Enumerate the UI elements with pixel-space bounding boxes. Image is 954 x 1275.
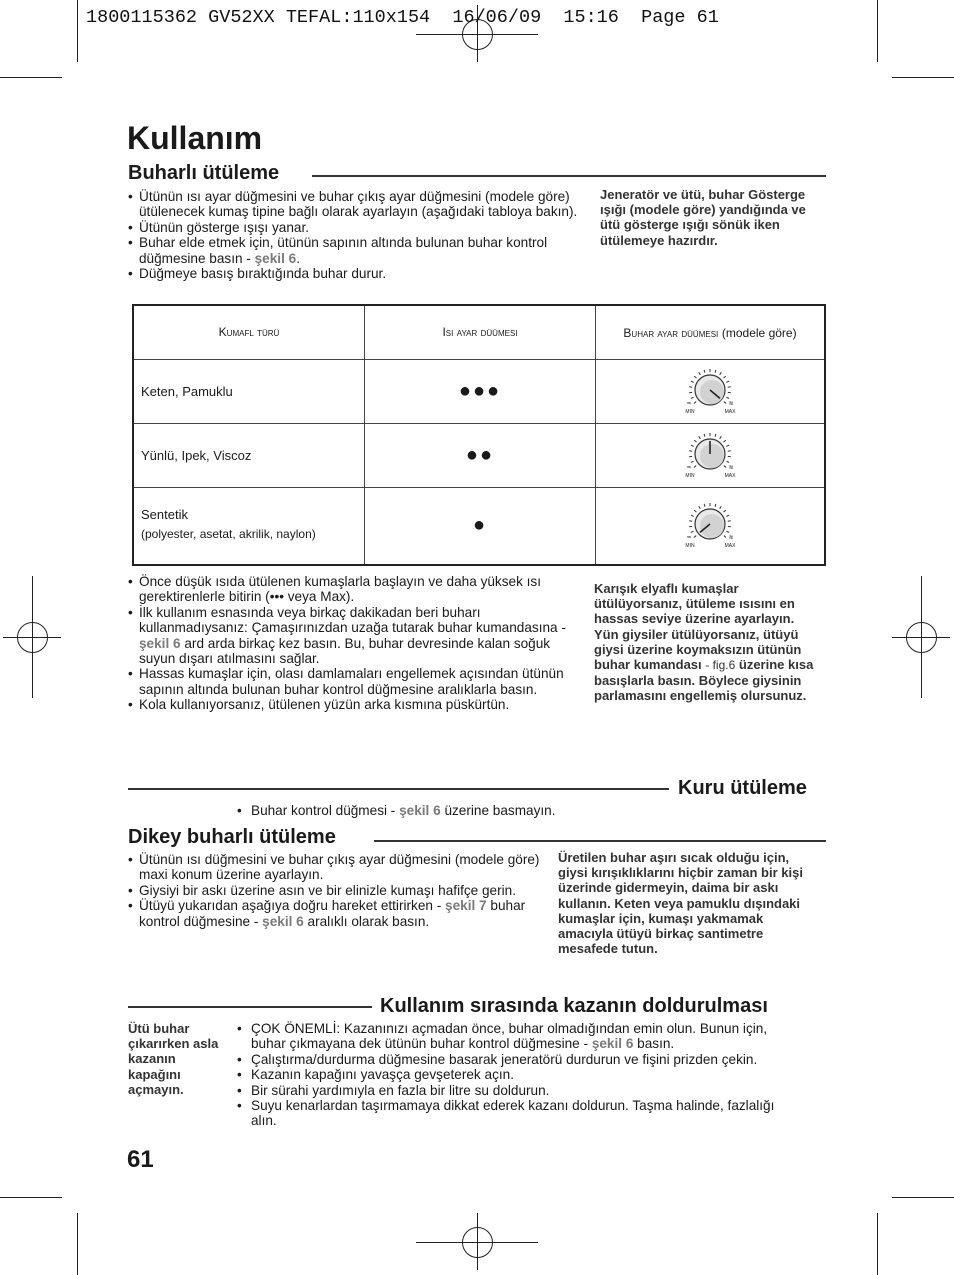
crop-mark: [892, 1197, 954, 1198]
list-item: • Suyu kenarlardan taşırmamaya dikkat ederek kazanı doldurun. Taşma halinde, fazlalığı alın.: [237, 1098, 797, 1129]
list-item: • Hassas kumaşlar için, olası damlamaları engellemek açısından ütünün sapının altında bulunan buhar kontrol düğmesine aralıklarla basın.: [128, 666, 580, 697]
steam-dial-icon: [675, 365, 745, 415]
heat-dots: ●●: [365, 423, 596, 487]
section-heading-steam-ironing: Buharlı ütüleme: [128, 162, 280, 184]
dial-max-label: MAX: [724, 408, 736, 415]
list-item: • Giysiyi bir askı üzerine asın ve bir elinizle kumaşı hafifçe gerin.: [128, 883, 548, 898]
steam-dial-cell: [596, 487, 826, 565]
steam-low-icon: ≈: [686, 399, 692, 407]
figure-reference: şekil 6: [254, 250, 297, 266]
steam-dial-icon: [675, 499, 745, 549]
fabric-settings-table: [132, 304, 826, 566]
steam-high-icon: ≋: [728, 534, 734, 542]
heat-dots: ●●●: [365, 359, 596, 423]
list-item: • Ütünün ısı ayar düğmesini ve buhar çıkış ayar düğmesini (modele göre) ütülenecek kumaş tipine bağlı olarak ayarlayın (aşağıdaki tabloya bakın).: [128, 189, 592, 220]
table-row: [133, 423, 825, 487]
dial-max-label: MAX: [724, 472, 736, 479]
list-item: • Ütünün ısı düğmesini ve buhar çıkış ayar düğmesini (modele göre) maxi konum üzerine ayarlayın.: [128, 852, 548, 883]
dry-ironing-instructions: [237, 803, 777, 818]
steam-low-icon: ≈: [686, 534, 692, 542]
table-header-row: [133, 305, 825, 359]
steam-high-icon: ≋: [728, 463, 734, 471]
dial-min-label: MIN: [685, 543, 695, 550]
figure-reference: şekil 6: [591, 1036, 634, 1052]
side-note-mixed-fabrics: Karışık elyaflı kumaşlar ütülüyorsanız, ütüleme ısısını en hassas seviye üzerine ayarlayın. Yün giysiler ütülüyorsanız, ütüyü giysi üzerine koymaksızın ütünün buhar kumandası - fig.6 üzerine kısa basışlarla basın. Böylece giysinin parlamasını engellemiş olursunuz.: [594, 581, 814, 704]
heading-rule: [128, 788, 669, 790]
dial-max-label: MAX: [724, 543, 736, 550]
list-item: • Kazanın kapağını yavaşça gevşeterek açın.: [237, 1067, 797, 1082]
figure-reference: şekil 6: [399, 803, 441, 818]
steam-high-icon: ≋: [728, 399, 734, 407]
refill-instructions: [237, 1021, 797, 1129]
fabric-type: Yünlü, Ipek, Viscoz: [133, 423, 365, 487]
figure-reference: şekil 7: [445, 898, 487, 914]
page-title: Kullanım: [127, 120, 263, 156]
list-item: • Buhar elde etmek için, ütünün sapının altında bulunan buhar kontrol düğmesine basın - şekil 6.: [128, 235, 592, 266]
list-item: • Ütünün gösterge ışışı yanar.: [128, 220, 592, 235]
steam-dial-cell: [596, 359, 826, 423]
fabric-order-instructions: [128, 574, 580, 713]
list-item: • Bir sürahi yardımıyla en fazla bir litre su doldurun.: [237, 1083, 797, 1098]
steam-low-icon: ≈: [686, 463, 692, 471]
heading-rule: [374, 840, 826, 842]
vertical-steam-instructions: [128, 852, 548, 929]
page-number: 61: [127, 1146, 154, 1173]
list-item: • İlk kullanım esnasında veya birkaç dakikadan beri buharı kullanmadıysanız: Çamaşırınızdan uzağa tutarak buhar kumandasına - şekil 6 ard arda birkaç kez basın. Bu, buhar devresinde kalan soğuk suyun dışarı atılmasını sağlar.: [128, 605, 580, 667]
dial-min-label: MIN: [685, 408, 695, 415]
crop-mark: [877, 0, 878, 62]
crop-mark: [892, 77, 954, 78]
section-heading-dry-ironing: Kuru ütüleme: [678, 777, 807, 799]
list-item: • Çalıştırma/durdurma düğmesine basarak jeneratörü durdurun ve fişini prizden çekin.: [237, 1052, 797, 1067]
table-header-steam-dial: Buhar ayar düümesi (modele göre): [596, 305, 826, 359]
fabric-type: Sentetik: [141, 507, 188, 523]
list-item: • Önce düşük ısıda ütülenen kumaşlarla başlayın ve daha yüksek ısı gerektirenlerle bitirin (••• veya Max).: [128, 574, 580, 605]
table-header-heat-dial: Isı ayar düümesi: [365, 305, 596, 359]
table-row: [133, 359, 825, 423]
fabric-examples: (polyester, asetat, akrilik, naylon): [141, 527, 316, 542]
crop-mark: [0, 1197, 62, 1198]
section-heading-refill: Kullanım sırasında kazanın doldurulması: [380, 995, 768, 1017]
fabric-type: Keten, Pamuklu: [133, 359, 365, 423]
figure-reference: şekil 6: [139, 635, 181, 651]
section-heading-vertical-steam: Dikey buharlı ütüleme: [128, 826, 336, 848]
crop-mark: [0, 77, 62, 78]
side-note-ready: Jeneratör ve ütü, buhar Gösterge ışığı (modele göre) yandığında ve ütü gösterge ışığı sönük iken ütülemeye hazırdır.: [600, 187, 806, 248]
heading-rule: [312, 175, 826, 177]
steam-dial-icon: [675, 429, 745, 479]
table-header-fabric: Kumafl türü: [133, 305, 365, 359]
side-note-vertical-warning: Üretilen buhar aşırı sıcak olduğu için, giysi kırışıklıklarını hiçbir zaman bir kişi üzerinde gidermeyin, daima bir askı kullanın. Keten veya pamuklu dışındaki kumaşlar için, kumaşı yakmamak amacıyla ütüyü birkaç santimetre mesafede tutun.: [558, 850, 803, 957]
dial-min-label: MIN: [685, 472, 695, 479]
list-item: • Düğmeye basış bıraktığında buhar durur.: [128, 266, 592, 281]
side-note-refill-warning: Ütü buhar çıkarırken asla kazanın kapağını açmayın.: [128, 1021, 219, 1097]
list-item: • Kola kullanıyorsanız, ütülenen yüzün arka kısmına püskürtün.: [128, 697, 580, 712]
heat-dots: ●: [365, 487, 596, 565]
crop-mark: [877, 1213, 878, 1275]
steam-ironing-instructions: [128, 189, 592, 281]
fabric-type-cell: [133, 487, 365, 565]
crop-mark: [77, 0, 78, 62]
steam-dial-cell: [596, 423, 826, 487]
list-item: • Buhar kontrol düğmesi - şekil 6 üzerine basmayın.: [237, 803, 777, 818]
list-item: • ÇOK ÖNEMLİ: Kazanınızı açmadan önce, buhar olmadığından emin olun. Bunun için, buhar çıkmayana dek ütünün buhar kontrol düğmesine - şekil 6 basın.: [237, 1021, 797, 1052]
heading-rule: [128, 1006, 372, 1008]
figure-reference: şekil 6: [262, 913, 304, 929]
print-header-line: 1800115362 GV52XX TEFAL:110x154 16/06/09 15:16 Page 61: [86, 7, 719, 28]
list-item: • Ütüyü yukarıdan aşağıya doğru hareket ettirirken - şekil 7 buhar kontrol düğmesine - şekil 6 aralıklı olarak basın.: [128, 898, 548, 929]
crop-mark: [77, 1213, 78, 1275]
table-row: [133, 487, 825, 565]
